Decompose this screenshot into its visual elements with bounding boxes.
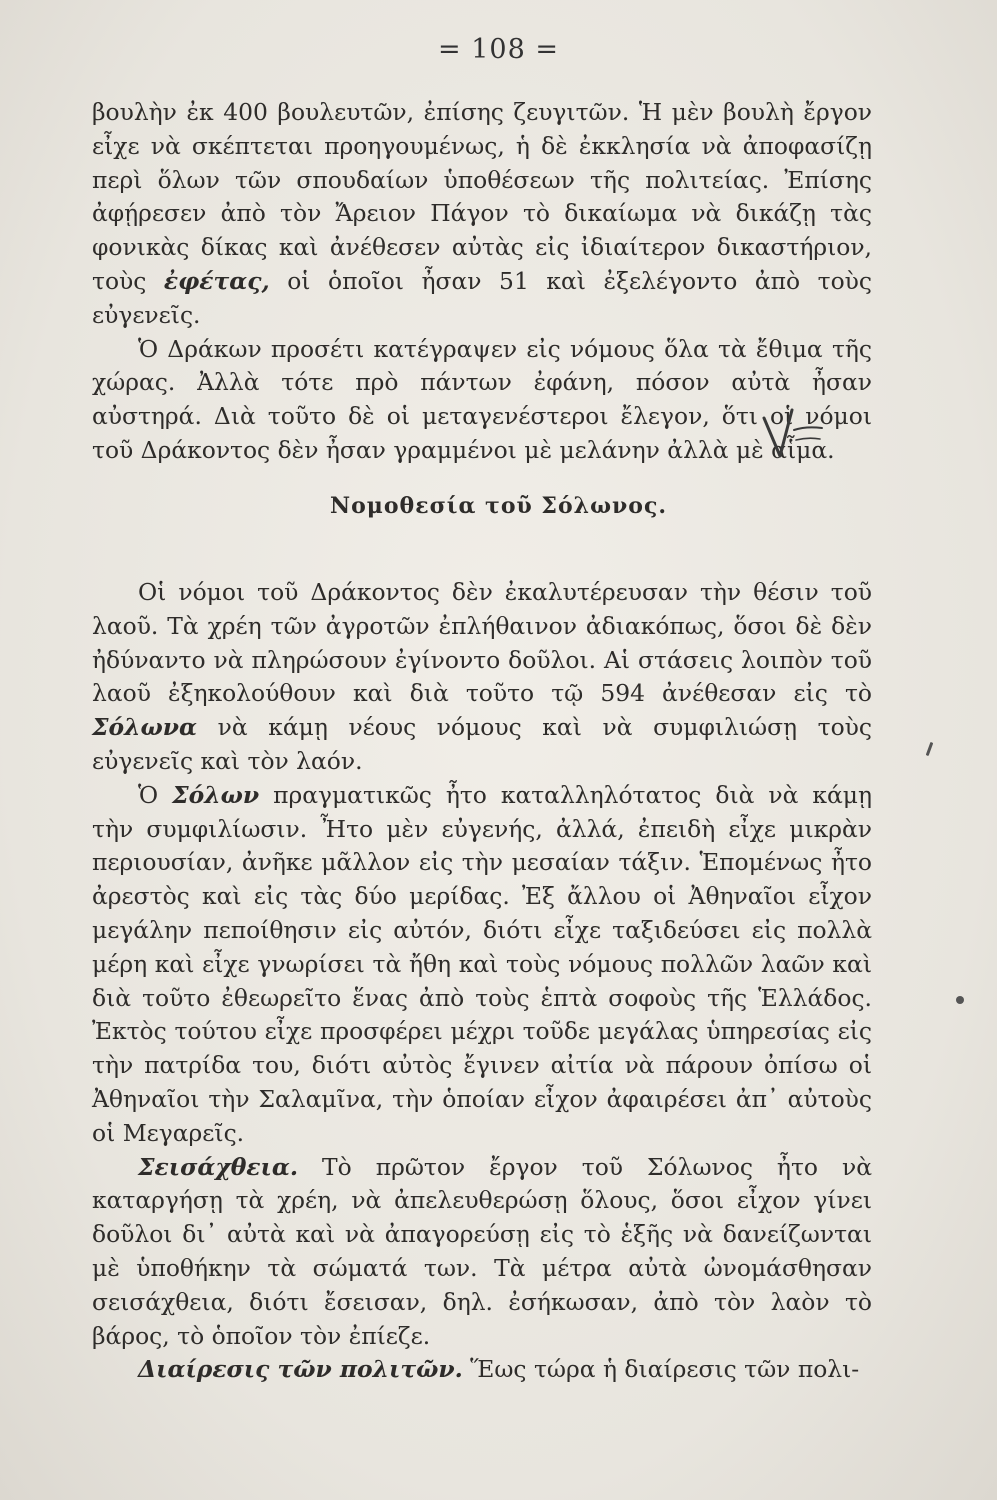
paragraph: [92, 576, 872, 779]
page-number: = 108 =: [438, 34, 559, 65]
handwritten-checkmark-icon: [758, 404, 828, 464]
margin-ink-dot: [956, 996, 964, 1004]
paragraph-text: Οἱ νόμοι τοῦ Δράκοντος δὲν ἐκαλυτέρευσαν τὴν θέσιν τοῦ λαοῦ. Τὰ χρέη τῶν ἀγροτῶν ἐπλήθαινον ἀδιακόπως, ὅσοι δὲ δὲν ἠδύναντο νὰ πληρώσουν ἐγίνοντο δοῦλοι. Αἱ στάσεις λοιπὸν τοῦ λαοῦ ἐξηκολούθουν καὶ διὰ τοῦτο τῷ 594 ἀνέθεσαν εἰς τὸ: [92, 578, 872, 708]
paragraph-text: βουλὴν ἐκ 400 βουλευτῶν, ἐπίσης ζευγιτῶν. Ἡ μὲν βουλὴ ἔργον εἶχε νὰ σκέπτεται προηγουμένως, ἡ δὲ ἐκκλησία νὰ ἀποφασίζῃ περὶ ὅλων τῶν σπουδαίων ὑποθέσεων τῆς πολιτείας. Ἐπίσης ἀφῄρεσεν ἀπὸ τὸν Ἄρειον Πάγον τὸ δικαίωμα νὰ δικάζῃ τὰς φονικὰς δίκας καὶ ἀνέθεσεν αὐτὰς εἰς ἰδιαίτερον δικαστήριον, τοὺς: [92, 98, 872, 295]
bottom-text-block: [92, 576, 872, 1387]
paragraph: [92, 333, 872, 468]
emphasized-term: ἐφέτας,: [163, 266, 270, 295]
paragraph-text: Ἕως τώρα ἡ διαίρεσις τῶν πολι-: [462, 1355, 860, 1384]
paragraph-text: Ὁ Δράκων προσέτι κατέγραψεν εἰς νόμους ὅλα τὰ ἔθιμα τῆς χώρας. Ἀλλὰ τότε πρὸ πάντων ἐφάνη, πόσον αὐτὰ ἦσαν αὐστηρά. Διὰ τοῦτο δὲ οἱ μεταγενέστεροι ἔλεγον, ὅτι οἱ νόμοι τοῦ Δράκοντος δὲν ἦσαν γραμμένοι μὲ μελάνην ἀλλὰ μὲ αἷμα.: [92, 334, 872, 464]
paragraph: [92, 1353, 872, 1387]
paragraph: [92, 96, 872, 333]
paragraph-text: οἱ ὁποῖοι ἦσαν 51 καὶ ἐξελέγοντο ἀπὸ τοὺς εὐγενεῖς.: [92, 266, 873, 329]
paragraph: [92, 779, 872, 1151]
paragraph-text: Τὸ πρῶτον ἔργον τοῦ Σόλωνος ἦτο νὰ καταργήσῃ τὰ χρέη, νὰ ἀπελευθερώσῃ ὅλους, ὅσοι εἶχον γίνει δοῦλοι δι᾽ αὐτὰ καὶ νὰ ἀπαγορεύσῃ εἰς τὸ ἑξῆς νὰ δανείζωνται μὲ ὑποθήκην τὰ σώματά των. Τὰ μέτρα αὐτὰ ὠνομάσθησαν σεισάχθεια, διότι ἔσεισαν, δηλ. ἐσήκωσαν, ἀπὸ τὸν λαὸν τὸ βάρος, τὸ ὁποῖον τὸν ἐπίεζε.: [92, 1152, 872, 1350]
emphasized-term: Σεισάχθεια.: [138, 1152, 298, 1181]
paragraph-text: πραγματικῶς ἦτο καταλληλότατος διὰ νὰ κάμῃ τὴν συμφιλίωσιν. Ἦτο μὲν εὐγενής, ἀλλά, ἐπειδὴ εἶχε μικρὰν περιουσίαν, ἀνῆκε μᾶλλον εἰς τὴν μεσαίαν τάξιν. Ἑπομένως ἦτο ἀρεστὸς καὶ εἰς τὰς δύο μερίδας. Ἐξ ἄλλου οἱ Ἀθηναῖοι εἶχον μεγάλην πεποίθησιν εἰς αὐτόν, διότι εἶχε ταξιδεύσει εἰς πολλὰ μέρη καὶ εἶχε γνωρίσει τὰ ἤθη καὶ τοὺς νόμους πολλῶν λαῶν καὶ διὰ τοῦτο ἐθεωρεῖτο ἕνας ἀπὸ τοὺς ἑπτὰ σοφοὺς τῆς Ἑλλάδος. Ἐκτὸς τούτου εἶχε προσφέρει μέχρι τοῦδε μεγάλας ὑπηρεσίας εἰς τὴν πατρίδα του, διότι αὐτὸς ἔγινεν αἰτία νὰ πάρουν ὀπίσω οἱ Ἀθηναῖοι τὴν Σαλαμῖνα, τὴν ὁποίαν εἶχον ἀφαιρέσει ἀπ᾽ αὐτοὺς οἱ Μεγαρεῖς.: [92, 780, 872, 1147]
section-heading: Νομοθεσία τοῦ Σόλωνος.: [329, 493, 668, 519]
emphasized-term: Σόλων: [172, 780, 260, 809]
paragraph-text: Ὁ: [138, 780, 173, 809]
paragraph: [92, 1151, 872, 1354]
paragraph-text: νὰ κάμῃ νέους νόμους καὶ νὰ συμφιλιώσῃ τοὺς εὐγενεῖς καὶ τὸν λαόν.: [92, 713, 872, 775]
margin-ink-dot: [926, 742, 934, 756]
top-text-block: [92, 96, 872, 468]
emphasized-term: Διαίρεσις τῶν πολιτῶν.: [138, 1355, 463, 1384]
emphasized-term: Σόλωνα: [92, 713, 198, 742]
